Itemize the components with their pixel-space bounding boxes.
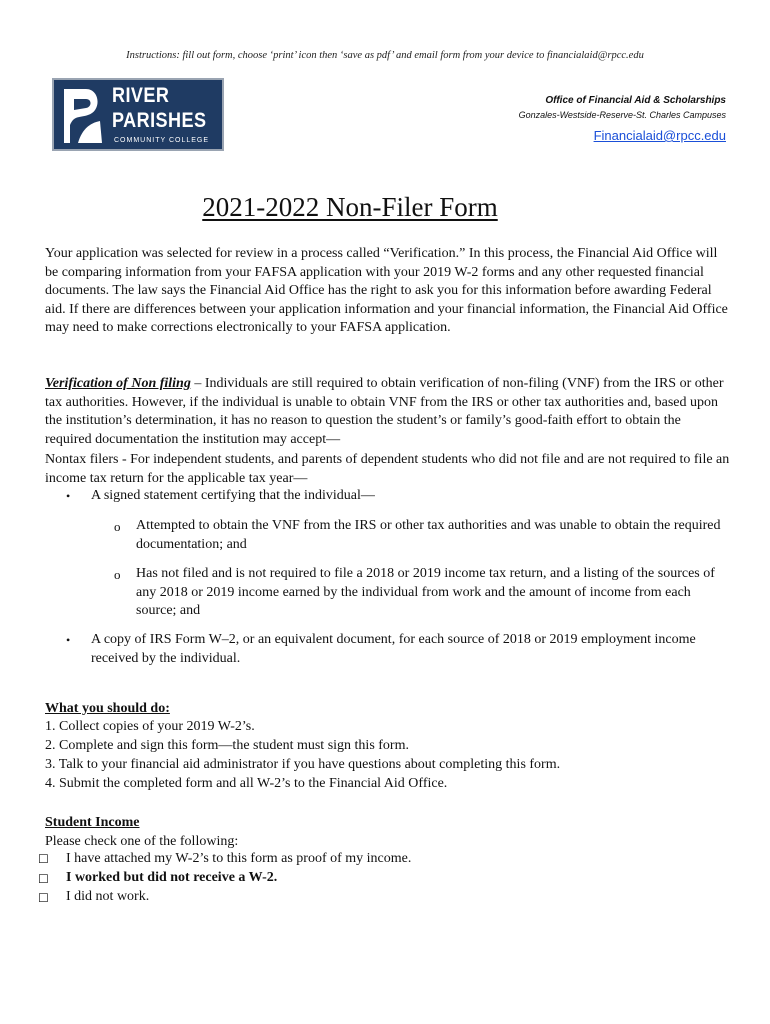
bullet-signed-statement: A signed statement certifying that the individual— bbox=[91, 488, 375, 503]
intro-paragraph: Your application was selected for review in a process called “Verification.” In this process, the Financial Aid Office will be comparing information from your FAFSA application with your 2019 W-2 forms and any other requested financial documents. The law says the Financial Aid Office has the right to ask you for this information before awarding Federal aid. If there are differences between your application information and your financial information, the Financial Aid Office may need to make corrections electronically to your FAFSA application. bbox=[45, 246, 728, 335]
bullet-w2-copy: A copy of IRS Form W–2, or an equivalent document, for each source of 2018 or 2019 employment income received by the individual. bbox=[91, 632, 696, 666]
sub-bullet-attempted: Attempted to obtain the VNF from the IRS or other tax authorities and was unable to obtain the required documentation; and bbox=[136, 518, 721, 552]
vnf-paragraph bbox=[45, 375, 730, 449]
student-income-prompt: Please check one of the following: bbox=[45, 834, 239, 849]
bullet-dot: • bbox=[66, 489, 71, 503]
office-campuses: Gonzales-Westside-Reserve-St. Charles Campuses bbox=[518, 110, 726, 120]
option-attached-w2-label: I have attached my W-2’s to this form as proof of my income. bbox=[66, 851, 412, 866]
vnf-text: – Individuals are still required to obtain verification of non-filing (VNF) from the IRS or other tax authorities. However, if the individual is unable to obtain VNF from the IRS or other tax authorities and, based upon the institution’s determination, it has no reason to question the student’s or family’s good-faith effort to obtain the required documentation the institution may accept— bbox=[45, 376, 724, 447]
sub-bullet-marker: o bbox=[114, 519, 121, 534]
todo-step: 2. Complete and sign this form—the student must sign this form. bbox=[45, 738, 409, 753]
todo-step: 3. Talk to your financial aid administrator if you have questions about completing this form. bbox=[45, 757, 561, 772]
sub-bullet-not-filed: Has not filed and is not required to file a 2018 or 2019 income tax return, and a listing of the sources of any 2018 or 2019 income earned by the individual from work and the amount of income from each source; and bbox=[136, 566, 715, 618]
sub-bullet-marker: o bbox=[114, 567, 121, 582]
instructions-text: Instructions: fill out form, choose ‘print’ icon then ‘save as pdf’ and email form from your device to financialaid@rpcc.edu bbox=[126, 50, 644, 61]
todo-step: 4. Submit the completed form and all W-2’s to the Financial Aid Office. bbox=[45, 776, 448, 791]
logo-line-parishes: PARISHES bbox=[112, 109, 207, 132]
nontax-paragraph: Nontax filers - For independent students, and parents of dependent students who did not file and are not required to file an income tax return for the applicable tax year— bbox=[45, 452, 730, 486]
checkbox-no-w2[interactable]: ☐ bbox=[38, 872, 49, 886]
office-email-link[interactable]: Financialaid@rpcc.edu bbox=[593, 128, 726, 143]
todo-heading: What you should do: bbox=[45, 701, 170, 716]
office-info bbox=[519, 95, 726, 145]
logo-line-river: RIVER bbox=[112, 84, 170, 107]
office-name: Office of Financial Aid & Scholarships bbox=[545, 95, 726, 106]
bullet-dot: • bbox=[66, 633, 71, 647]
checkbox-did-not-work[interactable]: ☐ bbox=[38, 891, 49, 905]
checkbox-attached-w2[interactable]: ☐ bbox=[38, 852, 49, 866]
option-did-not-work-label: I did not work. bbox=[66, 889, 150, 904]
college-logo bbox=[52, 78, 224, 151]
logo-line-community-college: COMMUNITY COLLEGE bbox=[114, 137, 210, 144]
option-no-w2-label: I worked but did not receive a W-2. bbox=[66, 870, 278, 885]
student-income-heading: Student Income bbox=[45, 815, 140, 830]
todo-step: 1. Collect copies of your 2019 W-2’s. bbox=[45, 719, 255, 734]
river-r-icon bbox=[60, 85, 106, 145]
vnf-heading: Verification of Non filing bbox=[45, 376, 191, 391]
form-title: 2021-2022 Non-Filer Form bbox=[202, 192, 498, 222]
